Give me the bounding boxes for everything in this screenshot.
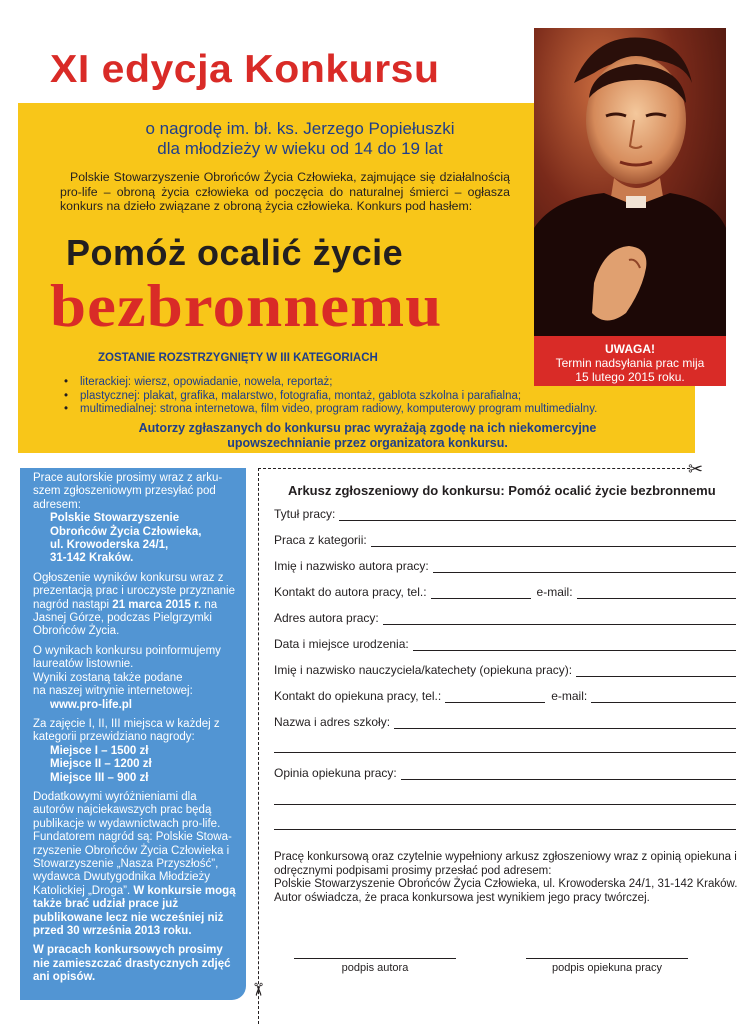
field-category[interactable] [274, 533, 736, 547]
cut-line-vertical [258, 468, 259, 1024]
notification-info [33, 645, 239, 712]
address-line: Obrońców Życia Człowieka, [50, 525, 202, 538]
field-label: Tytuł pracy: [274, 507, 336, 521]
opinion-extra-line[interactable] [274, 804, 736, 805]
field-label: Adres autora pracy: [274, 611, 379, 625]
note-line: Polskie Stowarzyszenie Obrońców Życia Człowieka, ul. Krowoderska 24/1, 31-142 Kraków. [274, 878, 738, 890]
categories-heading: ZOSTANIE ROZSTRZYGNIĘTY W III KATEGORIACH [98, 352, 378, 364]
field-line[interactable] [371, 535, 736, 547]
field-title[interactable] [274, 507, 736, 521]
field-label: Nazwa i adres szkoły: [274, 715, 391, 729]
category-item: • multimedialnej: strona internetowa, film video, program radiowy, komputerowy program multimedialny. [64, 403, 597, 417]
email-label: e-mail: [536, 585, 573, 599]
teacher-signature-label: podpis opiekuna pracy [551, 962, 663, 974]
notice-line-2: 15 lutego 2015 roku. [575, 370, 685, 384]
author-signature-label: podpis autora [341, 962, 409, 974]
prizes-text: Za zajęcie I, II, III miejsca w każdej z kategorii przewidziano nagrody: [33, 717, 220, 744]
field-label: Imię i nazwisko autora pracy: [274, 559, 429, 573]
results-place: na Jasnej Górze, podczas Pielgrzymki Obrońców Życia. [33, 598, 218, 638]
deadline-notice [534, 336, 726, 386]
field-label: Kontakt do opiekuna pracy, tel.: [274, 689, 442, 703]
extra-awards-text: Dodatkowymi wyróżnieniami dla autorów najciekawszych prac będą publikacje w wydawnictwach pro-life. Fundatorem nagród są: Polskie Stowarzyszenie Obrońców Życia Człowieka i Stowarzyszenie „Nasza Przyszłość”, wydawca Dwutygodnika Młodzieży Katolickiej „Droga”. [33, 790, 232, 897]
field-teacher-contact[interactable] [274, 689, 736, 703]
scissors-icon: ✂ [248, 981, 269, 998]
phone-line[interactable] [431, 587, 531, 599]
results-info [33, 572, 239, 639]
subtitle-line-1: o nagrodę im. bł. ks. Jerzego Popiełuszki [145, 119, 455, 138]
submission-text: Prace autorskie prosimy wraz z arkuszem zgłoszeniowym przesyłać pod adresem: [33, 472, 223, 511]
consent-line-2: upowszechnianie przez organizatora konkursu. [227, 436, 508, 450]
headline: XI edycja Konkursu [50, 48, 440, 91]
website-intro-2: na naszej witrynie internetowej: [33, 685, 193, 698]
categories-list [64, 376, 597, 417]
website-intro-1: Wyniki zostaną także podane [33, 671, 183, 684]
phone-line[interactable] [445, 691, 545, 703]
slogan-line-2: bezbronnemu [50, 273, 443, 339]
cut-line-horizontal [258, 468, 690, 469]
form-title: Arkusz zgłoszeniowy do konkursu: Pomóż ocalić życie bezbronnemu [288, 483, 716, 498]
author-signature-line[interactable] [294, 958, 456, 959]
opinion-extra-line[interactable] [274, 829, 736, 830]
info-sidebar-text [33, 472, 239, 991]
field-line[interactable] [394, 717, 736, 729]
prize-first: Miejsce I – 1500 zł [50, 744, 149, 757]
address-line: 31-142 Kraków. [50, 552, 134, 565]
notice-line-1: Termin nadsyłania prac mija [555, 356, 705, 370]
portrait-photo [534, 28, 726, 336]
field-line[interactable] [413, 639, 736, 651]
field-label: Kontakt do autora pracy, tel.: [274, 585, 427, 599]
field-line[interactable] [339, 509, 736, 521]
note-line: Autor oświadcza, że praca konkursowa jest wynikiem jego pracy twórczej. [274, 891, 650, 904]
content-rule [33, 944, 239, 984]
website-link[interactable]: www.pro-life.pl [50, 698, 132, 711]
school-extra-line[interactable] [274, 752, 736, 753]
field-line[interactable] [433, 561, 736, 573]
field-label: Imię i nazwisko nauczyciela/katechety (opiekuna pracy): [274, 663, 573, 677]
extra-awards-info [33, 791, 239, 938]
field-line[interactable] [576, 665, 736, 677]
submission-note [274, 851, 744, 905]
scissors-icon: ✂ [688, 459, 704, 479]
field-label: Data i miejsce urodzenia: [274, 637, 409, 651]
category-item: • plastycznej: plakat, grafika, malarstwo, fotografia, montaż, gablota szkolna i parafialna; [64, 390, 597, 404]
field-opinion[interactable] [274, 766, 736, 780]
field-school[interactable] [274, 715, 736, 729]
slogan-line-1: Pomóż ocalić życie [66, 232, 404, 273]
address-line: ul. Krowoderska 24/1, [50, 539, 169, 552]
field-teacher-name[interactable] [274, 663, 736, 677]
prize-second: Miejsce II – 1200 zł [50, 758, 152, 771]
content-rule-text: W pracach konkursowych prosimy nie zamieszczać drastycznych zdjęć ani opisów. [33, 944, 231, 984]
field-author-contact[interactable] [274, 585, 736, 599]
address-line: Polskie Stowarzyszenie [50, 512, 180, 525]
results-text: Ogłoszenie wyników konkursu wraz z prezentacją prac i uroczyste przyznanie nagród nastąpi [33, 571, 235, 611]
submission-info [33, 472, 239, 566]
field-line[interactable] [401, 768, 736, 780]
field-author-address[interactable] [274, 611, 736, 625]
portrait-illustration [534, 28, 726, 336]
teacher-signature-line[interactable] [526, 958, 688, 959]
results-date: 21 marca 2015 r. [112, 598, 202, 611]
notice-title: UWAGA! [605, 342, 655, 356]
field-line[interactable] [383, 613, 736, 625]
prizes-info [33, 718, 239, 785]
published-works-rule: W konkursie mogą także brać udział prace już publikowane lecz nie wcześniej niż przed 30 września 2013 roku. [33, 884, 236, 937]
email-line[interactable] [577, 587, 736, 599]
prize-third: Miejsce III – 900 zł [50, 771, 149, 784]
email-label: e-mail: [551, 689, 588, 703]
subtitle-line-2: dla młodzieży w wieku od 14 do 19 lat [157, 139, 443, 158]
field-label: Opinia opiekuna pracy: [274, 766, 397, 780]
note-line: Pracę konkursową oraz czytelnie wypełniony arkusz zgłoszeniowy wraz z opinią opiekuna i odręcznymi podpisami prosimy przesłać pod adresem: [274, 851, 737, 877]
category-item: • literackiej: wiersz, opowiadanie, nowela, reportaż; [64, 376, 597, 390]
intro-paragraph: Polskie Stowarzyszenie Obrońców Życia Człowieka, zajmujące się działalnością pro-life – obroną życia człowieka od poczęcia do naturalnej śmierci – ogłasza konkurs na dzieło związane z obroną życia człowieka. Konkurs pod hasłem: [60, 170, 510, 213]
consent-note [90, 421, 645, 451]
consent-line-1: Autorzy zgłaszanych do konkursu prac wyrażają zgodę na ich niekomercyjne [138, 421, 597, 435]
notification-text: O wynikach konkursu poinformujemy laureatów listownie. [33, 644, 221, 671]
field-author-name[interactable] [274, 559, 736, 573]
field-label: Praca z kategorii: [274, 533, 367, 547]
field-birth[interactable] [274, 637, 736, 651]
email-line[interactable] [591, 691, 736, 703]
